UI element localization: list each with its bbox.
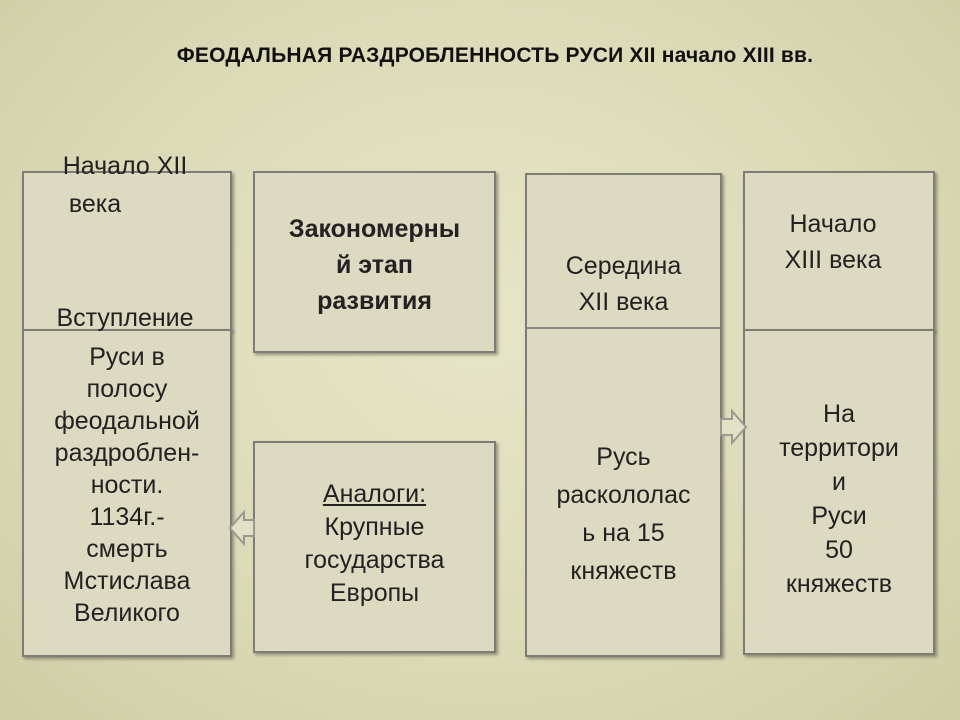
text-line: государства — [304, 546, 445, 574]
text-line: и — [832, 468, 846, 496]
text-line: На — [823, 400, 855, 428]
text-line: раздроблен- — [54, 439, 200, 467]
text-line: Европы — [329, 579, 420, 607]
text-line: развития — [317, 287, 432, 315]
early-12th-century-label-line1: Начало XII — [62, 152, 188, 180]
text-line: феодальной — [54, 407, 200, 435]
text-line: территори — [779, 434, 899, 462]
mid-12th-century-text — [525, 248, 722, 320]
analogues-heading: Аналоги: — [322, 480, 427, 508]
analogues-text — [253, 478, 496, 610]
text-line: Руси — [811, 502, 867, 530]
text-line: Середина — [565, 252, 682, 280]
early-12th-century-label-line2: века — [68, 190, 122, 218]
text-line: Русь — [596, 443, 651, 471]
text-line: княжеств — [785, 570, 893, 598]
fifteen-principalities-text — [525, 438, 722, 590]
text-line: княжеств — [570, 557, 677, 585]
text-line: ь на 15 — [582, 519, 665, 547]
text-line: 50 — [825, 536, 853, 564]
text-line: Мстислава — [63, 567, 191, 595]
early-13th-century-text — [733, 206, 933, 278]
natural-stage-text — [253, 211, 496, 319]
text-line: ности. — [90, 471, 164, 499]
text-line: XII века — [578, 288, 669, 316]
text-line: XIII века — [784, 246, 882, 274]
text-line: раскололас — [556, 481, 691, 509]
fifty-principalities-text — [743, 397, 935, 601]
text-line: Начало — [789, 210, 877, 238]
text-line: й этап — [335, 251, 414, 279]
arrow-right-icon — [718, 405, 748, 449]
entry-fragmentation-text — [12, 341, 242, 629]
text-line: Закономерны — [288, 215, 461, 243]
divider — [527, 327, 720, 329]
text-line: Великого — [74, 599, 180, 627]
text-line: 1134г.- — [89, 503, 165, 531]
text-line: смерть — [86, 535, 168, 563]
entry-label: Вступление — [56, 304, 194, 332]
page-title: ФЕОДАЛЬНАЯ РАЗДРОБЛЕННОСТЬ РУСИ XII начало XIII вв. — [176, 44, 814, 67]
text-line: Руси в — [89, 343, 165, 371]
text-line: полосу — [86, 375, 168, 403]
text-line: Крупные — [324, 513, 425, 541]
arrow-left-icon — [228, 506, 256, 550]
